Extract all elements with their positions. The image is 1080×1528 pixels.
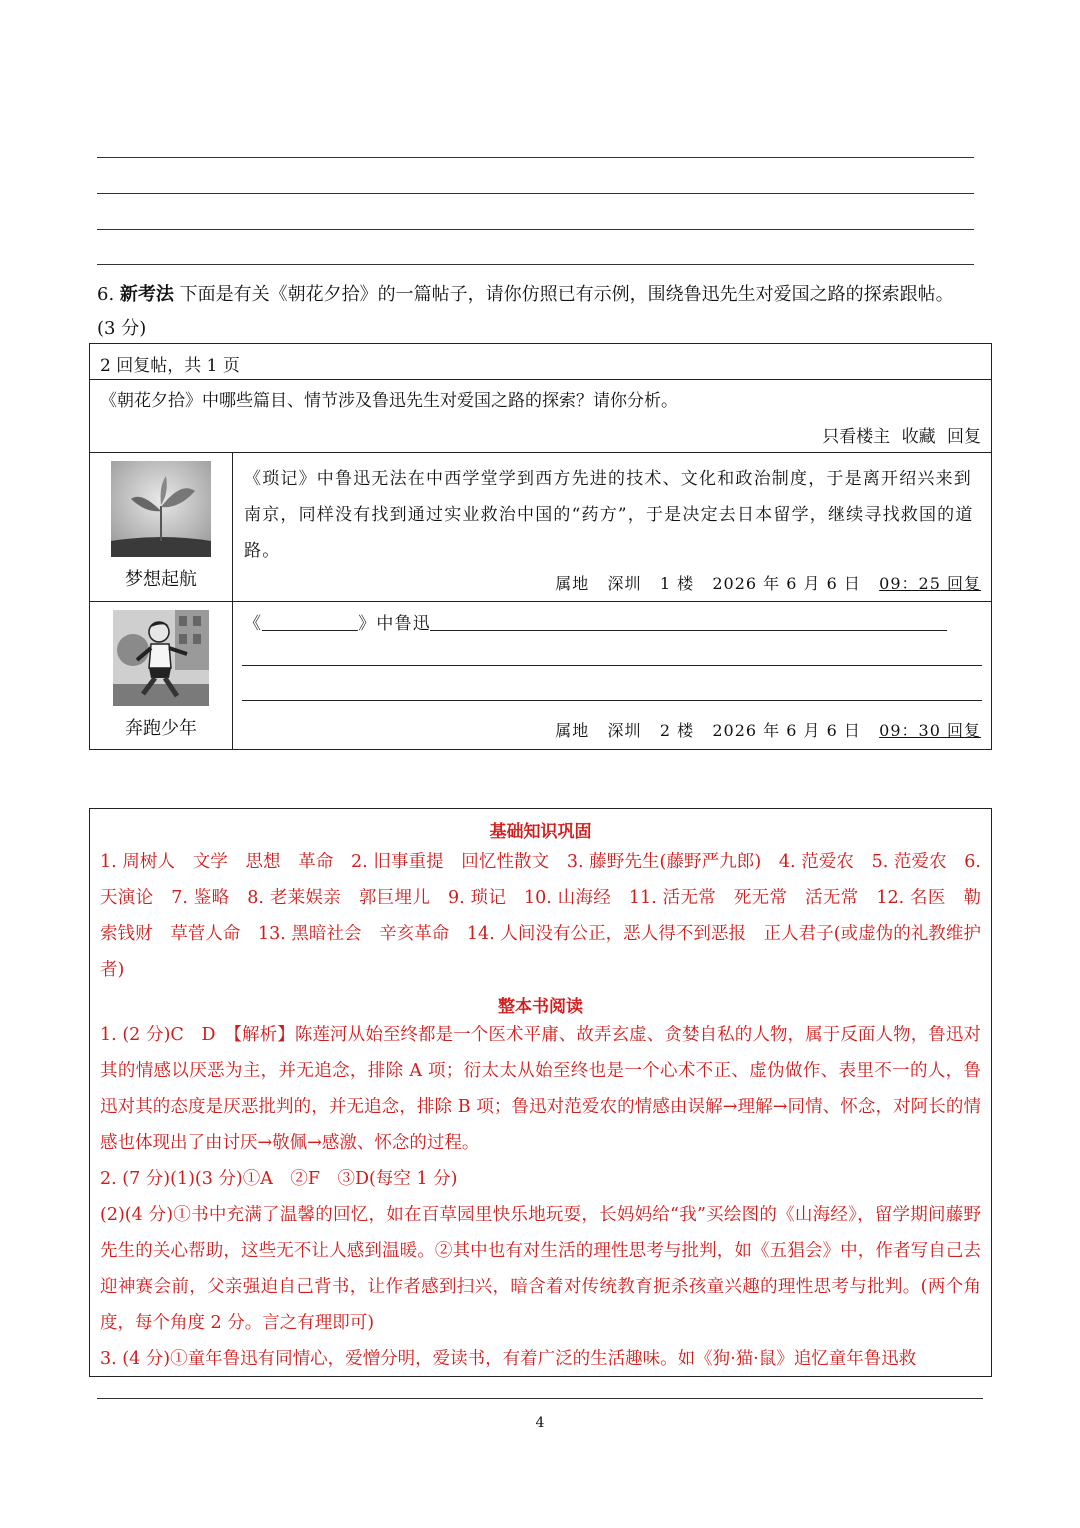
- answer-line: [97, 264, 974, 265]
- only-op-link[interactable]: 只看楼主: [822, 427, 891, 447]
- question-number: 6.: [97, 284, 115, 305]
- answers-basics: 1. 周树人 文学 思想 革命 2. 旧事重提 回忆性散文 3. 藤野先生(藤野严九郎) 4. 范爱农 5. 范爱农 6. 天演论 7. 鉴略 8. 老莱娱亲 郭巨埋儿 9. 琐记 10. 山海经 11. 活无常 死无常 活无常 12. 名医 勒索钱财 草菅人命 13. 黑暗社会 辛亥革命 14. 人间没有公正，恶人得不到恶报 正人君子(或虚伪的礼教维护者): [100, 852, 981, 980]
- answer-line: [97, 229, 974, 230]
- thread-header: [90, 344, 991, 380]
- reply-fill-line[interactable]: [242, 700, 982, 701]
- reply-button[interactable]: 回复: [946, 721, 981, 740]
- answer-line: [97, 157, 974, 158]
- favorite-link[interactable]: 收藏: [901, 427, 936, 447]
- thread-actions: [822, 422, 981, 447]
- user-cell: [90, 453, 233, 601]
- username[interactable]: 奔跑少年: [125, 718, 197, 739]
- book-title-blank[interactable]: [262, 614, 358, 631]
- answer-2-part1: 2. (7 分)(1)(3 分)①A ②F ③D(每空 1 分): [100, 1169, 458, 1189]
- post-meta: [555, 718, 981, 741]
- answer-2-part2: (2)(4 分)①书中充满了温馨的回忆，如在百草园里快乐地玩耍，长妈妈给“我”买绘图的《山海经》，留学期间藤野先生的关心帮助，这些无不让人感到温暖。②其中也有对生活的理性思考与批判，如《五猖会》中，作者写自己去迎神赛会前，父亲强迫自己背书，让作者感到扫兴，暗含着对传统教育扼杀孩童兴趣的理性思考与批判。(两个角度，每个角度 2 分。言之有理即可): [100, 1205, 981, 1333]
- topic-text: 《朝花夕拾》中哪些篇目、情节涉及鲁迅先生对爱国之路的探索？请你分析。: [100, 391, 678, 411]
- location-label: 属地: [555, 721, 590, 740]
- reply-prefix: 》中鲁迅: [358, 614, 432, 634]
- reply-template: [244, 609, 431, 634]
- reply-button[interactable]: 回复: [946, 574, 981, 593]
- question-prompt: 下面是有关《朝花夕拾》的一篇帖子，请你仿照已有示例，围绕鲁迅先生对爱国之路的探索跟帖。: [179, 284, 954, 305]
- floor: 1 楼: [659, 574, 695, 593]
- question-tag: 新考法: [119, 284, 174, 305]
- reply-count: 2 回复帖，共 1 页: [100, 356, 240, 376]
- title-open-bracket: 《: [244, 614, 263, 634]
- post-date: 2026 年 6 月 6 日: [712, 574, 861, 593]
- answer-3: 3. (4 分)①童年鲁迅有同情心，爱憎分明，爱读书，有着广泛的生活趣味。如《狗·猫·鼠》追忆童年鲁迅救: [100, 1349, 917, 1369]
- question-6: [97, 278, 997, 346]
- question-score: (3 分): [97, 318, 147, 339]
- location: 深圳: [607, 721, 642, 740]
- user-cell: [90, 602, 233, 749]
- post-time: 09：25: [879, 574, 941, 593]
- forum-thread: [89, 343, 992, 750]
- post-date: 2026 年 6 月 6 日: [712, 721, 861, 740]
- sprout-avatar-icon: [111, 461, 211, 557]
- location: 深圳: [607, 574, 642, 593]
- footer-divider: [97, 1398, 983, 1399]
- post-content: 《琐记》中鲁迅无法在中西学堂学到西方先进的技术、文化和政治制度，于是离开绍兴来到南京，同样没有找到通过实业救治中国的“药方”，于是决定去日本留学，继续寻找救国的道路。: [244, 469, 974, 561]
- floor: 2 楼: [659, 721, 695, 740]
- runner-avatar-icon: [113, 610, 209, 706]
- post-floor-2: [90, 602, 991, 750]
- answer-key: [89, 808, 992, 1377]
- thread-topic: [90, 380, 991, 453]
- answer-1: 1. (2 分)C D 【解析】陈莲河从始至终都是一个医术平庸、故弄玄虚、贪婪自私的人物，属于反面人物，鲁迅对其的情感以厌恶为主，并无追念，排除 A 项；衍太太从始至终也是一个心术不正、虚伪做作、表里不一的人，鲁迅对其的态度是厌恶批判的，并无追念，排除 B 项；鲁迅对范爱农的情感由误解→理解→同情、怀念，对阿长的情感也体现出了由讨厌→敬佩→感激、怀念的过程。: [100, 1025, 981, 1153]
- post-floor-1: [90, 453, 991, 602]
- section-title-reading: 整本书阅读: [498, 997, 583, 1017]
- location-label: 属地: [555, 574, 590, 593]
- reply-fill-line[interactable]: [242, 665, 982, 666]
- section-title-basics: 基础知识巩固: [489, 822, 592, 842]
- username[interactable]: 梦想起航: [125, 569, 197, 590]
- page-number: 4: [535, 1415, 545, 1431]
- post-meta: [555, 571, 981, 594]
- answer-line: [97, 193, 974, 194]
- reply-fill-line[interactable]: [430, 630, 947, 631]
- post-time: 09：30: [879, 721, 941, 740]
- reply-link[interactable]: 回复: [947, 427, 981, 447]
